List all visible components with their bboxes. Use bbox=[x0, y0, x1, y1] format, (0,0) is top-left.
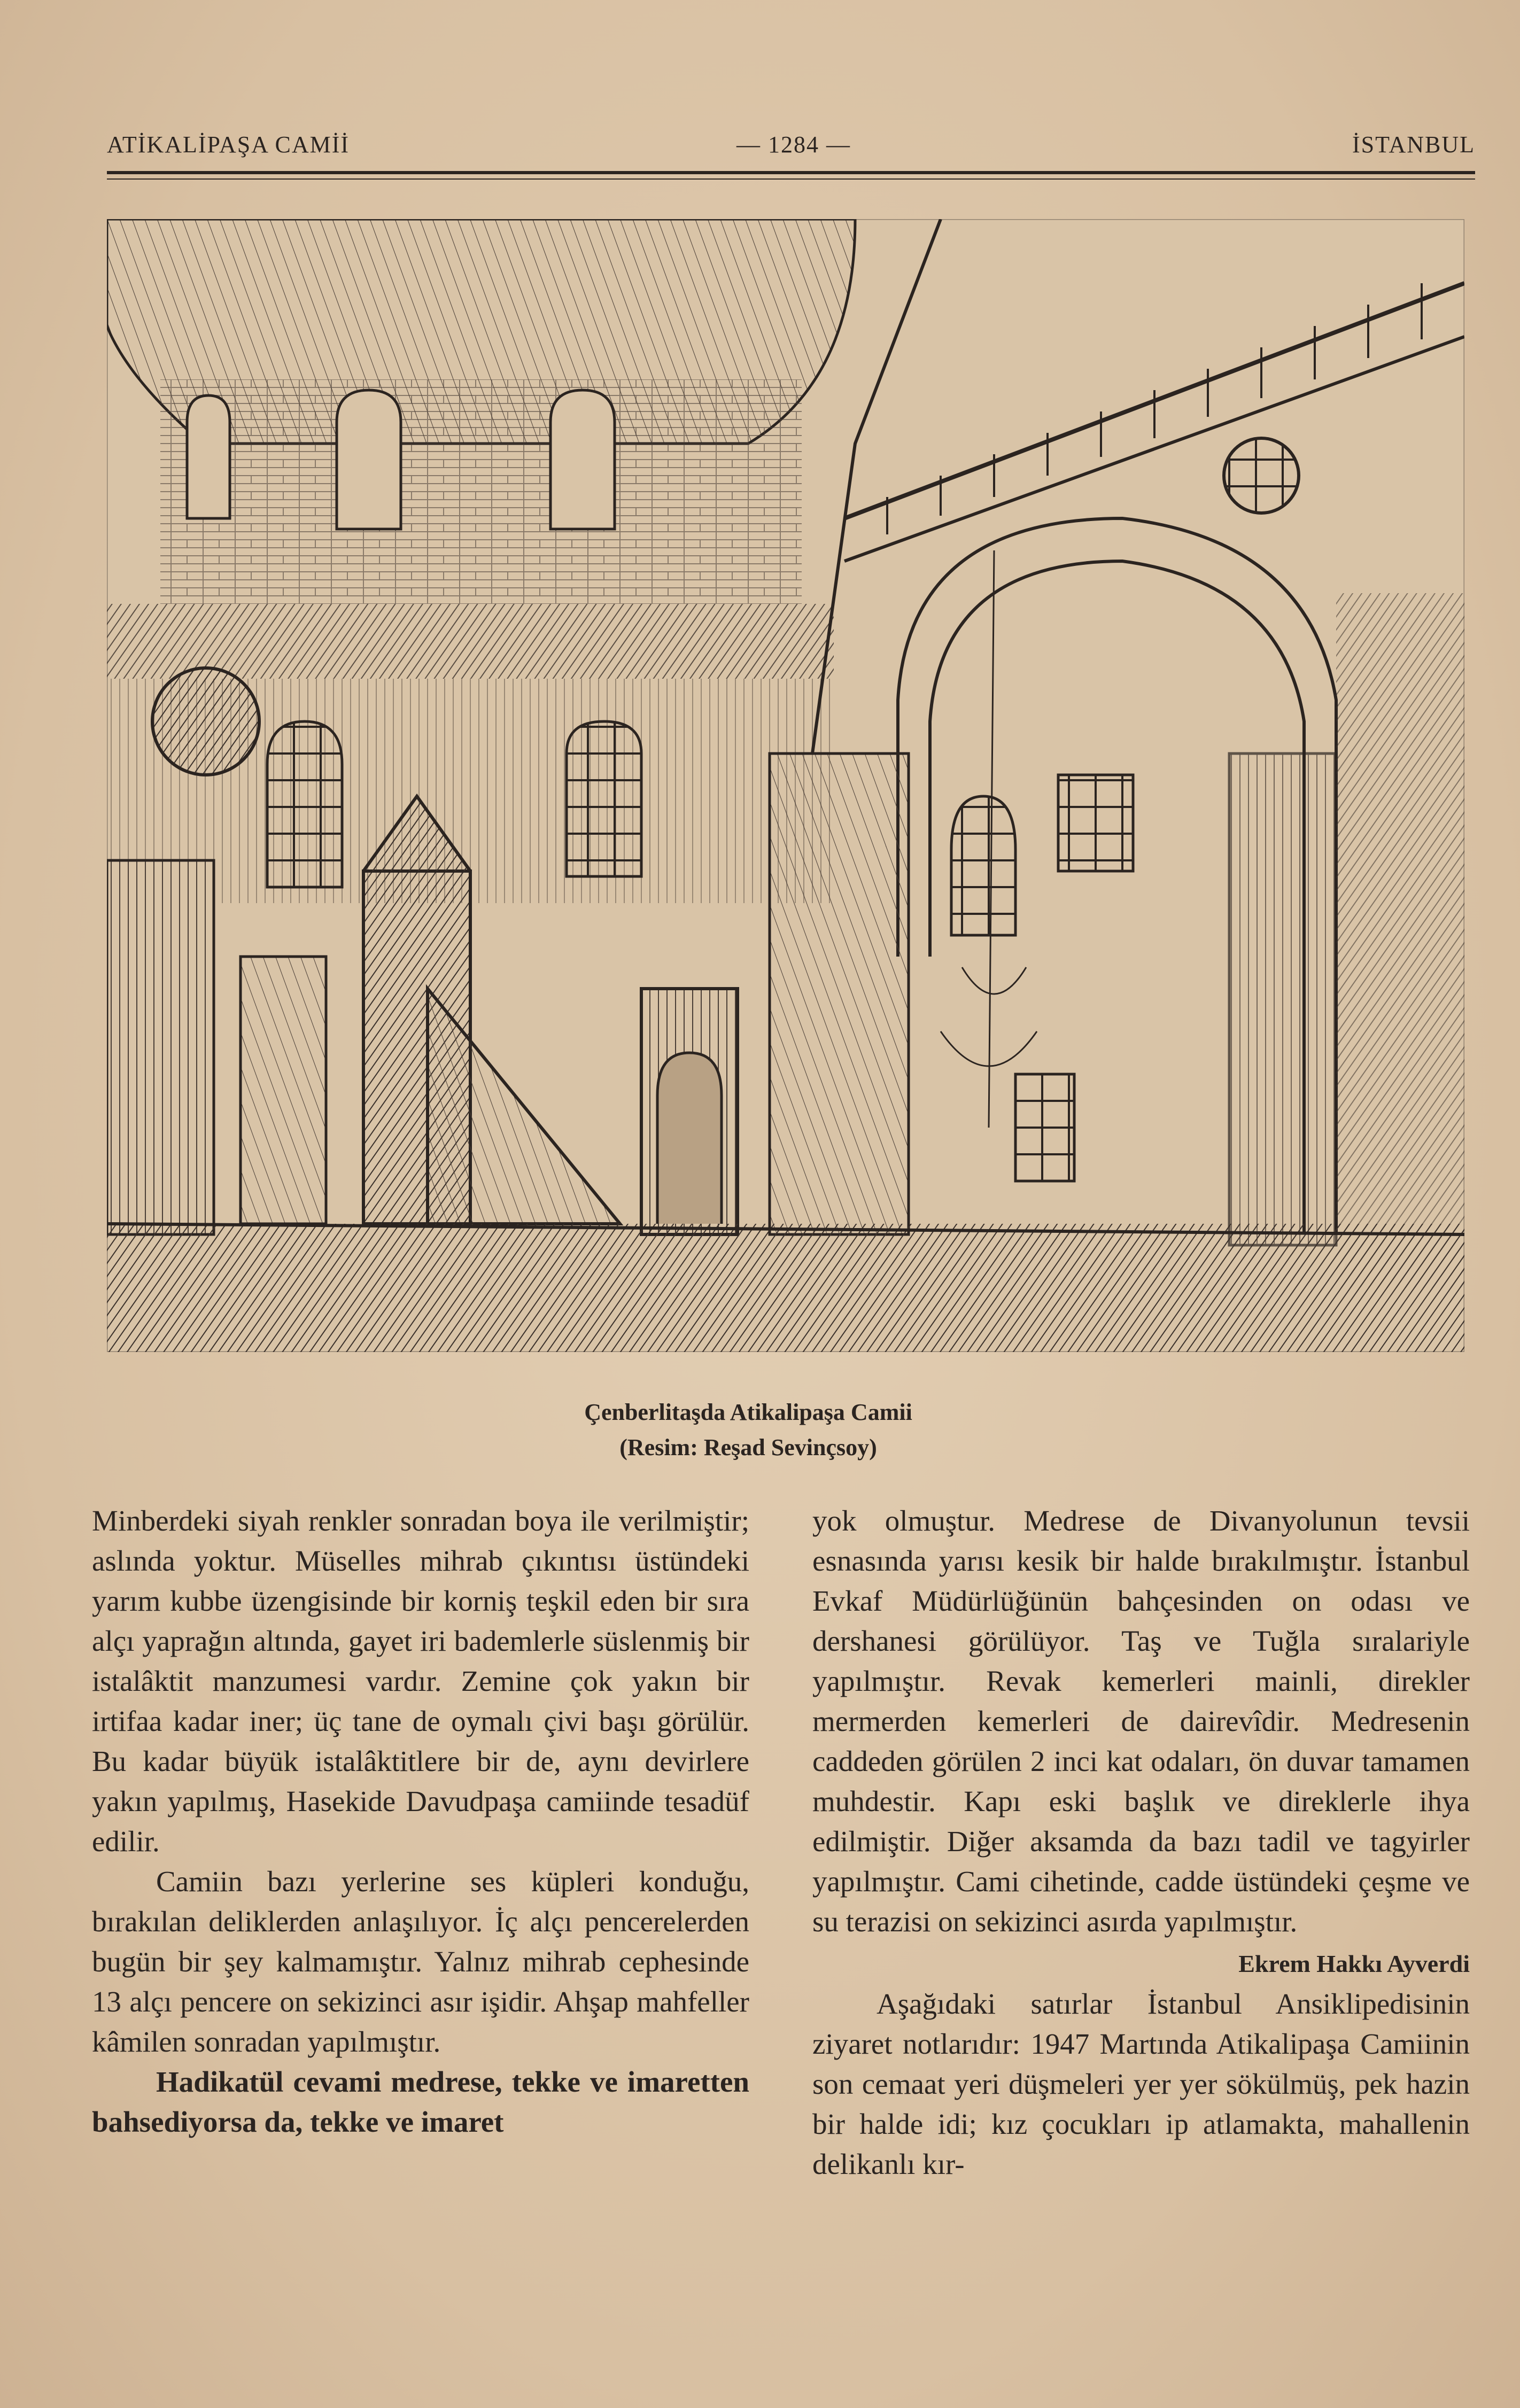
caption-title: Çenberlitaşda Atikalipaşa Camii bbox=[584, 1399, 912, 1425]
right-column bbox=[812, 1501, 1470, 2184]
header-rule bbox=[107, 171, 1475, 174]
author-signature: Ekrem Hakkı Ayverdi bbox=[1238, 1950, 1470, 1977]
right-paragraph-1: yok olmuştur. Medrese de Divanyolunun tevsii esnasında yarısı kesik bir halde bırakılmıştır. İstanbul Evkaf Müdürlüğünün bahçesinden on odası ve dershanesi görülüyor. Taş ve Tuğla sıralariyle yapılmıştır. Revak kemerleri mainli, direkler mermerden kemerleri de dairevîdir. Medresenin caddeden görülen 2 inci kat odaları, ön duvar tamamen muhdestir. Kapı eski başlık ve direklerle ihya edilmiştir. Diğer aksamda da bazı tadil ve tagyirler yapılmıştır. Cami cihetinde, cadde üstündeki çeşme ve su terazisi on sekizinci asırda yapılmıştır. bbox=[812, 1504, 1470, 1938]
mihrab bbox=[641, 989, 738, 1234]
right-paragraph-2: Aşağıdaki satırlar İstanbul Ansiklipedisinin ziyaret notlarıdır: 1947 Martında Atikalipaşa Camiinin son cemaat yeri düşmeleri yer yer sökülmüş, pek hazin bir halde idi; kız çocukları ip atlamakta, mahallenin delikanlı kır- bbox=[812, 1987, 1470, 2180]
figure-caption bbox=[481, 1395, 1015, 1465]
left-paragraph-3: Hadikatül cevami medrese, tekke ve imaretten bahsediyorsa da, tekke ve imaret bbox=[92, 2065, 749, 2138]
caption-credit: (Resim: Reşad Sevinçsoy) bbox=[619, 1434, 877, 1461]
header-rule-thin bbox=[107, 178, 1475, 180]
rosette bbox=[1224, 438, 1299, 513]
running-head bbox=[107, 131, 1475, 168]
running-head-left: ATİKALİPAŞA CAMİİ bbox=[107, 131, 350, 158]
floor bbox=[107, 1224, 1464, 1352]
left-column bbox=[92, 1501, 749, 2142]
left-paragraph-2: Camiin bazı yerlerine ses küpleri konduğu, bırakılan deliklerden anlaşılıyor. İç alçı pencerelerden bugün bir şey kalmamıştır. Yalnız mihrab cephesinde 13 alçı pencere on sekizinci asır işidir. Ahşap mahfeller kâmilen sonradan yapılmıştır. bbox=[92, 1865, 749, 2058]
calligraphy-roundel bbox=[152, 668, 259, 775]
mosque-interior-illustration bbox=[107, 219, 1464, 1352]
running-head-right: İSTANBUL bbox=[1352, 131, 1475, 158]
page-number: — 1284 — bbox=[736, 131, 851, 158]
left-paragraph-1: Minberdeki siyah renkler sonradan boya ile verilmiştir; aslında yoktur. Müselles mihrab çıkıntısı üstündeki yarım kubbe üzengisinde bir korniş teşkil eden bir sıra alçı yaprağın altında, gayet iri bademlerle süslenmiş bir istalâktit manzumesi vardır. Zemine çok yakın bir irtifaa kadar iner; üç tane de oymalı çivi başı görülür. Bu kadar büyük istalâktitlere bir de, aynı devirlere yakın yapılmış, Hasekide Davudpaşa camiinde tesadüf edilir. bbox=[92, 1504, 749, 1858]
